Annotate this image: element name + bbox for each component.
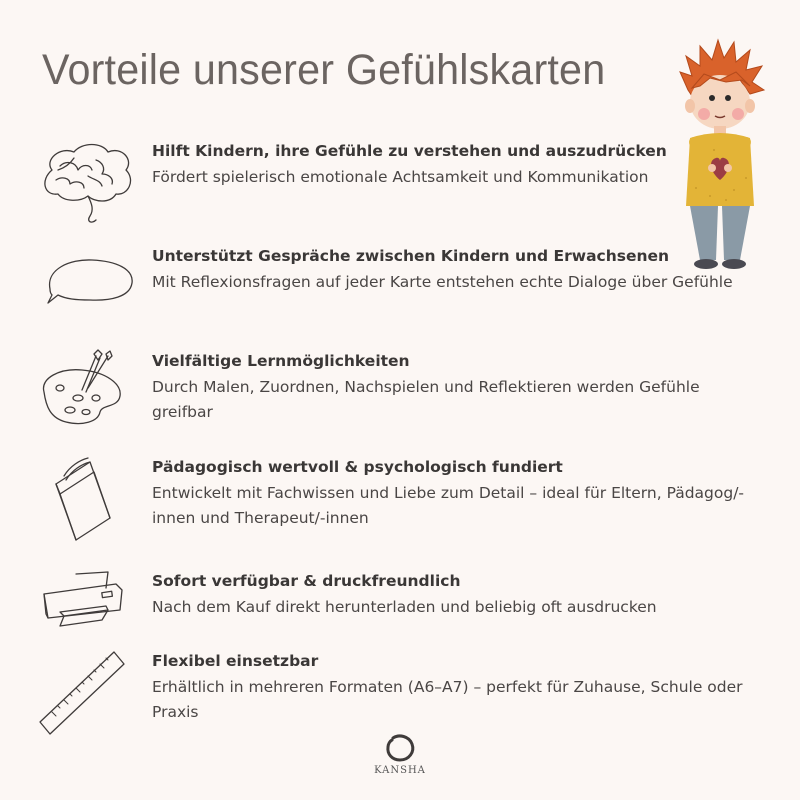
brain-icon (30, 140, 140, 230)
benefit-item (30, 350, 770, 440)
enso-circle-icon (383, 732, 417, 764)
brand-name: KANSHA (374, 765, 426, 776)
benefit-heading: Vielfältige Lernmöglichkeiten (152, 352, 410, 370)
benefit-description: Fördert spielerisch emotionale Achtsamkeit und Kommunikation (152, 168, 649, 186)
benefit-description: Nach dem Kauf direkt herunterladen und beliebig oft ausdrucken (152, 598, 657, 616)
speech-bubble-icon (30, 245, 140, 335)
benefit-item (30, 245, 770, 335)
benefit-item (30, 650, 770, 740)
benefit-description: Erhältlich in mehreren Formaten (A6–A7) – perfekt für Zuhause, Schule oder Praxis (152, 678, 743, 721)
benefit-item (30, 456, 770, 546)
benefit-description: Durch Malen, Zuordnen, Nachspielen und Reflektieren werden Gefühle greifbar (152, 378, 700, 421)
benefit-item (30, 570, 770, 660)
benefit-heading: Flexibel einsetzbar (152, 652, 319, 670)
benefit-item (30, 140, 770, 230)
benefit-heading: Sofort verfügbar & druckfreundlich (152, 572, 461, 590)
benefit-heading: Hilft Kindern, ihre Gefühle zu verstehen und auszudrücken (152, 142, 667, 160)
brand-logo (360, 732, 440, 788)
benefit-heading: Unterstützt Gespräche zwischen Kindern und Erwachsenen (152, 247, 670, 265)
page-title: Vorteile unserer Gefühlskarten (42, 46, 606, 94)
ruler-icon (30, 650, 140, 740)
benefit-description: Entwickelt mit Fachwissen und Liebe zum Detail – ideal für Eltern, Pädagog/-innen und Therapeut/-innen (152, 484, 745, 527)
book-icon (30, 456, 140, 546)
printer-icon (30, 570, 140, 660)
benefit-description: Mit Reflexionsfragen auf jeder Karte entstehen echte Dialoge über Gefühle (152, 273, 733, 291)
paint-palette-icon (30, 350, 140, 440)
benefit-heading: Pädagogisch wertvoll & psychologisch fundiert (152, 458, 563, 476)
